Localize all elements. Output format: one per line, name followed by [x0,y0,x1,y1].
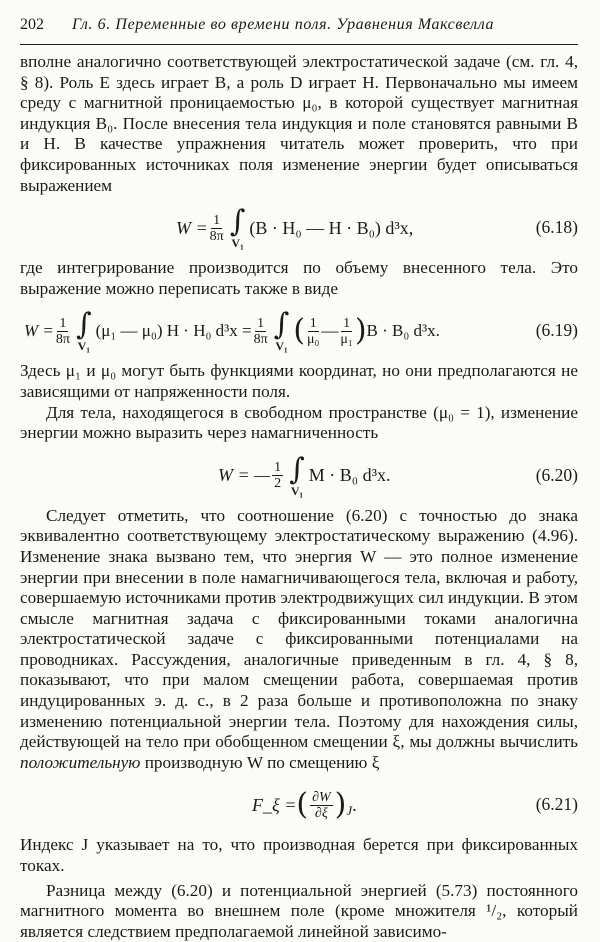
equation-number: (6.18) [535,217,578,238]
formula-6-18: W = $\frac{1}{8\pi}$ ∫ V₁ (B · H₀ — H · B₀) d³x, [176,204,414,251]
paragraph-6: Индекс J указывает на то, что производная берется при фиксированных токах. [20,835,578,876]
page-number: 202 [20,16,44,33]
header-rule [20,44,578,45]
formula-6-20: W = — $\frac{1}{2}$ ∫ V₁ M · B₀ d³x. [218,451,391,498]
paragraph-1: вполне аналогично соответствующей электростатической задаче (см. гл. 4, § 8). Роль E здесь играет B, а роль D играет H. Первоначально мы имеем среду с магнитной проницаемостью μ₀, в которой существует магнитная индукция B₀. После внесения тела индукция и поле становятся равными B и H. В качестве упражнения читатель может проверить, что при фиксированных источниках поля изменение энергии будет описываться выражением [20,52,578,195]
integral-sign: ∫ V₁ [229,204,246,251]
running-title: Гл. 6. Переменные во времени поля. Уравнения Максвелла [72,16,495,33]
page-body [20,52,578,942]
formula-6-21: F_ξ = ( $\frac{\partial W}{\partial\xi}$ ) J . [252,787,357,823]
equation-number: (6.21) [535,794,578,815]
equation-6-19 [20,305,578,357]
equation-number: (6.20) [535,464,578,485]
paragraph-5: Следует отметить, что соотношение (6.20) с точностью до знака эквивалентно соответствующему электростатическому выражению (4.96). Изменение знака вызвано тем, что энергия W — это полное изменение энергии при внесении в поле намагничивающегося тела, включая и работу, совершаемую источниками против электродвижущих сил индукции. В этом смысле магнитная задача с фиксированными токами аналогична электростатической задаче с фиксированными потенциалами на проводниках. Рассуждения, аналогичные приведенным в гл. 4, § 8, показывают, что при малом смещении работа, совершаемая против индуцированных э. д. с., в 2 раза больше и противоположна по знаку изменению потенциальной энергии тела. Поэтому для нахождения силы, действующей на тело при обобщенном смещении ξ, мы должны вычислить положительную производную W по смещению ξ [20,505,578,772]
integral-sign: ∫ V₁ [289,451,305,498]
paragraph-7: Разница между (6.20) и потенциальной энергией (5.73) постоянного магнитного момента во внешнем поле (кроме множителя ¹/₂, который является следствием предполагаемой линейной зависимо- [20,880,578,941]
page-header [20,12,578,38]
integral-sign: ∫ V₁ [75,307,92,354]
integral-sign: ∫ V₁ [273,307,290,354]
equation-number: (6.19) [535,320,578,341]
paragraph-3: Здесь μ₁ и μ₀ могут быть функциями координат, но они предполагаются не зависящими от напряженности поля. [20,361,578,401]
equation-6-21 [20,779,578,831]
fraction: $\frac{1}{8\pi}$ [209,212,224,244]
emphasis: положительную [20,752,141,772]
formula-6-19: W = $\frac{1}{8\pi}$ ∫ V₁ (μ₁ — μ₀) H · H₀ d³x = $\frac{1}{8\pi}$ ∫ V₁ ( $\frac{1}{\text{μ₀}}$ — $\frac{1}{\text{μ₁}}$ ) B · B₀ d³x. [24,307,440,354]
paragraph-2: где интегрирование производится по объему внесенного тела. Это выражение можно переписать также в виде [20,258,578,298]
equation-6-20 [20,450,578,502]
equation-6-18 [20,202,578,254]
paragraph-4: Для тела, находящегося в свободном пространстве (μ₀ = 1), изменение энергии можно выразить через намагниченность [20,402,578,443]
